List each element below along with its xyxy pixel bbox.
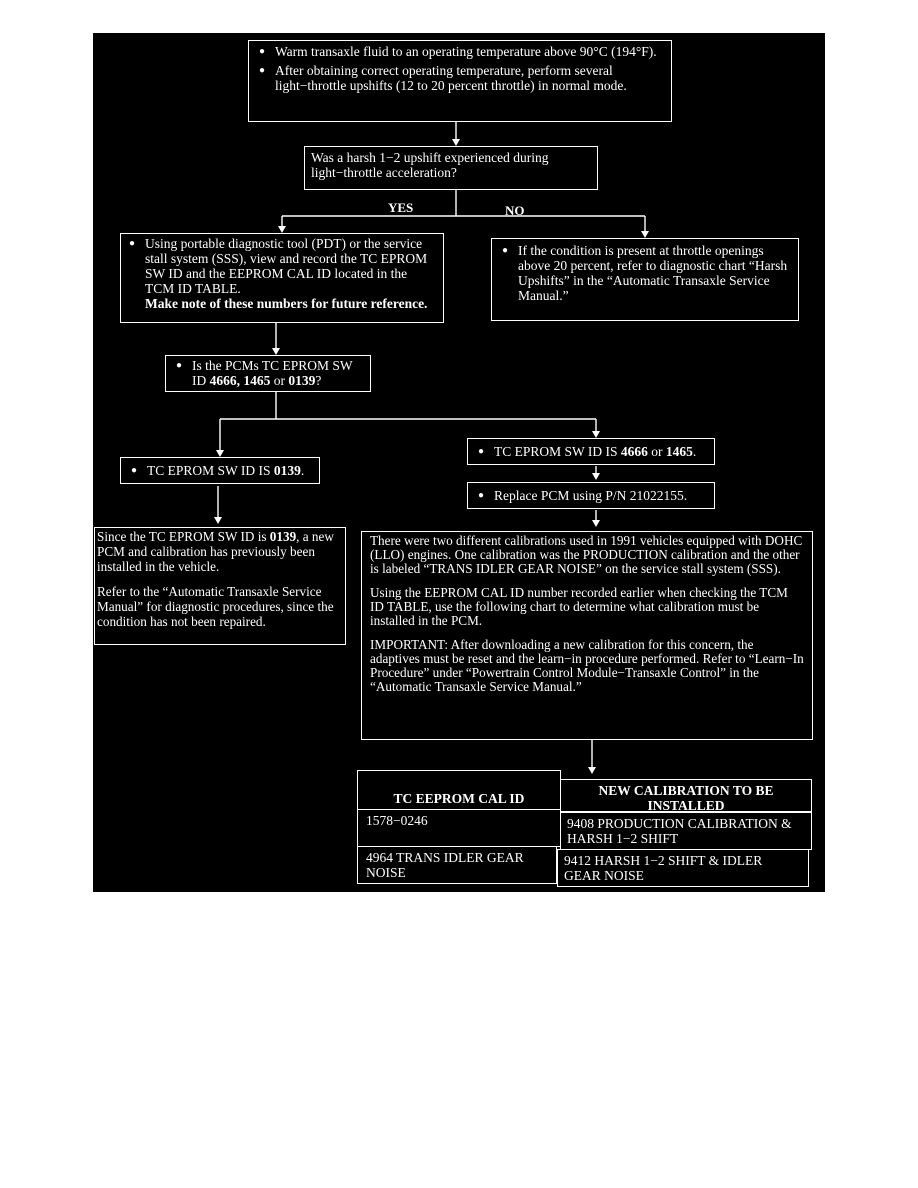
harsh-upshift-question-box	[304, 146, 598, 190]
calibration-info-p2: Using the EEPROM CAL ID number recorded earlier when checking the TCM ID TABLE, use the following chart to determine what calibration must be installed in the PCM.	[370, 585, 788, 628]
harsh-upshift-question-text: Was a harsh 1−2 upshift experienced during light−throttle acceleration?	[311, 150, 549, 180]
step1-bullet-warm: ● Warm transaxle fluid to an operating temperature above 90°C (194°F).	[253, 44, 663, 59]
calibration-info-box	[361, 531, 813, 740]
sw-id-0139-value: 0139	[273, 463, 301, 478]
no-label: NO	[505, 203, 525, 218]
sw-id-4666-1465-box: ● TC EPROM SW ID IS 4666 or 1465.	[467, 438, 715, 465]
table-row-1-cal-id: 1578−0246	[357, 809, 561, 847]
step1-box	[248, 40, 672, 122]
yes-label: YES	[388, 200, 414, 215]
record-ids-box	[120, 233, 444, 323]
record-ids-text: Using portable diagnostic tool (PDT) or the service stall system (SSS), view and record the TC EPROM SW ID and the EEPROM CAL ID located in the TCM ID TABLE.	[145, 236, 428, 296]
sw-id-question-ids: 4666, 1465	[209, 373, 271, 388]
table-header-cal-id: TC EEPROM CAL ID	[357, 770, 561, 810]
sw-id-question-box: ● Is the PCMs TC EPROM SW ID 4666, 1465 or 0139?	[165, 355, 371, 392]
throttle-above-20-text: ● If the condition is present at throttle openings above 20 percent, refer to diagnostic chart “Harsh Upshifts” in the “Automatic Transaxle Service Manual.”	[496, 243, 794, 303]
record-ids-note: Make note of these numbers for future reference.	[145, 296, 428, 311]
table-row-2-cal-id: 4964 TRANS IDLER GEAR NOISE	[357, 846, 557, 884]
refer-to-manual-text: Refer to the “Automatic Transaxle Service Manual” for diagnostic procedures, since the condition has not been repaired.	[97, 584, 334, 629]
calibration-info-important: IMPORTANT: After downloading a new calibration for this concern, the adaptives must be reset and the learn−in procedure performed. Refer to “Learn−In Procedure” under “Powertrain Control Module−Transaxle Control” in the “Automatic Transaxle Service Manual.”	[370, 637, 804, 694]
diagnostic-flowchart	[93, 33, 825, 892]
throttle-above-20-box	[491, 238, 799, 321]
table-header-new-calibration: NEW CALIBRATION TO BE INSTALLED	[560, 779, 812, 812]
calibration-info-p1: There were two different calibrations used in 1991 vehicles equipped with DOHC (LLO) engines. One calibration was the PRODUCTION calibration and the other is labeled “TRANS IDLER GEAR NOISE” on the service stall system (SSS).	[370, 533, 803, 576]
replace-pcm-box	[467, 482, 715, 509]
sw-id-0139-box: ● TC EPROM SW ID IS 0139.	[120, 457, 320, 484]
replace-pcm-text: ● Replace PCM using P/N 21022155.	[472, 488, 710, 503]
step1-bullet-upshifts: ● After obtaining correct operating temperature, perform several light−throttle upshifts (12 to 20 percent throttle) in normal mode.	[253, 63, 663, 93]
table-row-2-new-calibration: 9412 HARSH 1−2 SHIFT & IDLER GEAR NOISE	[557, 849, 809, 887]
pcm-previously-installed-box: Since the TC EPROM SW ID is 0139, a new PCM and calibration has previously been installed in the vehicle. Refer to the “Automatic Transaxle Service Manual” for diagnostic procedures, since the condition has not been repaired.	[94, 527, 346, 645]
table-row-1-new-calibration: 9408 PRODUCTION CALIBRATION & HARSH 1−2 SHIFT	[560, 812, 812, 850]
